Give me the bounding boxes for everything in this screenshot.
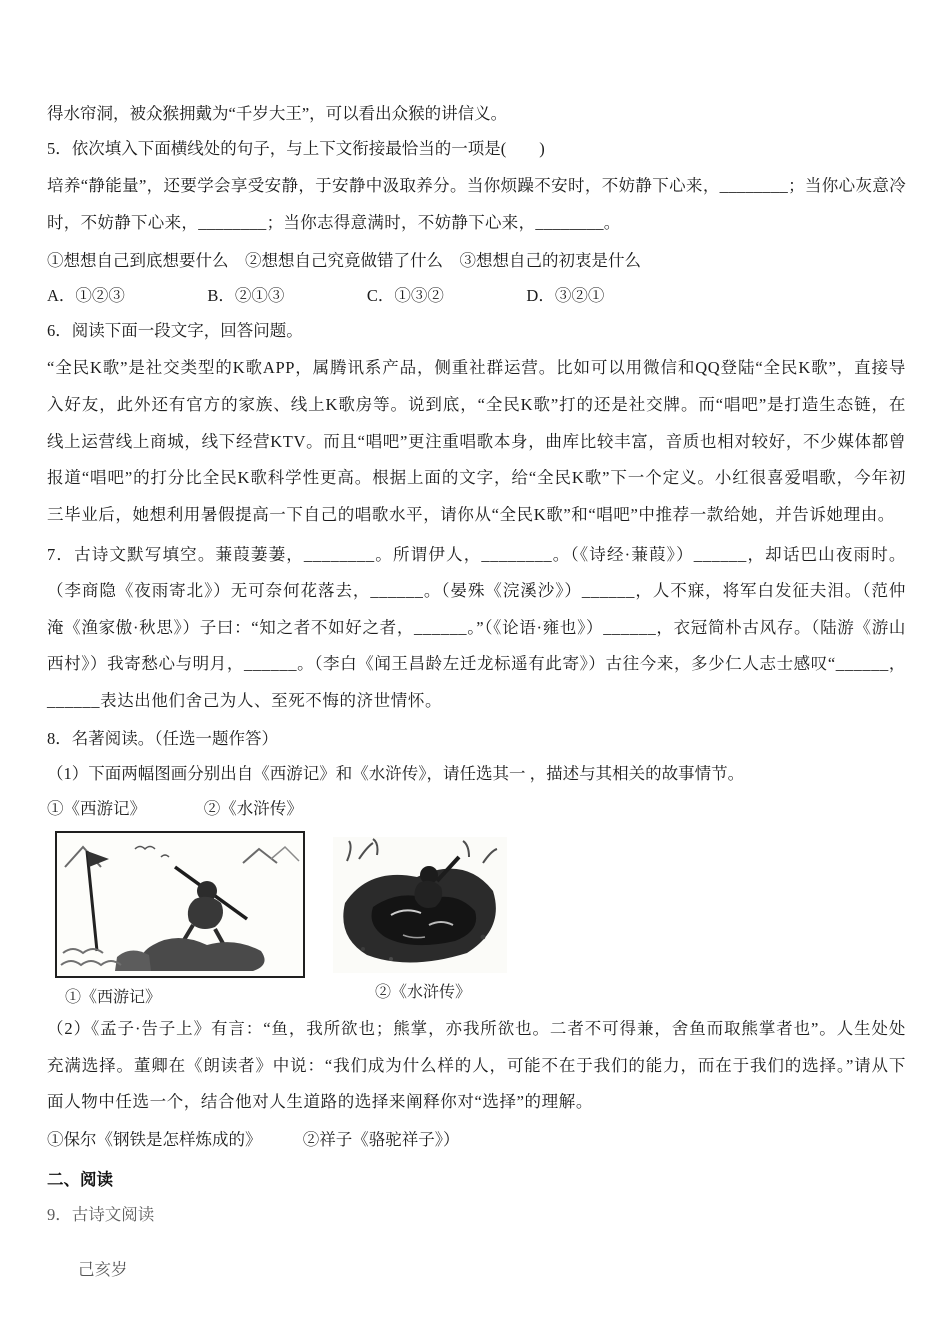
question-8-part1-choices: ①《西游记》 ②《水浒传》 [47,799,303,819]
caption-journey-to-the-west: ①《西游记》 [65,989,162,1007]
question-5-options: A．①②③ B．②①③ C．①③② D．③②① [47,286,605,306]
question-5-stem: 5．依次填入下面横线处的句子，与上下文衔接最恰当的一项是( ) [47,139,545,159]
journey-to-the-west-illustration [55,831,305,978]
journey-west-drawing [57,833,303,976]
question-8-part2-choices: ①保尔《钢铁是怎样炼成的》 ②祥子《骆驼祥子》） [47,1130,460,1150]
water-margin-illustration [333,837,507,973]
question-8-stem: 8．名著阅读。（任选一题作答） [47,728,278,748]
section-2-heading: 二、阅读 [47,1170,113,1190]
question-8-part2: （2）《孟子·告子上》有言：“鱼，我所欲也；熊掌，亦我所欲也。二者不可得兼，舍鱼而取熊掌者也”。人生处处充满选择。董卿在《朗读者》中说：“我们成为什么样的人，可能不在于我们的能力，而在于我们的选择。”请从下面人物中任选一个，结合他对人生道路的选择来阐释你对“选择”的理解。 [47,1019,906,1112]
figure-journey-to-the-west [55,831,305,1007]
question-5-sentences: ①想想自己到底想要什么 ②想想自己究竟做错了什么 ③想想自己的初衷是什么 [47,250,641,270]
question-7-dictation: 7．古诗文默写填空。蒹葭萋萋，________。所谓伊人，________。（《诗经·蒹葭》）______，却话巴山夜雨时。（李商隐《夜雨寄北》）无可奈何花落去，______。（晏殊《浣溪沙》）______，人不寐，将军白发征夫泪。（范仲淹《渔家傲·秋思》）子曰：“知之者不如好之者，______。”（《论语·雍也》）______，衣冠简朴古风存。（陆游《游山西村》）我寄愁心与明月，______。（李白《闻王昌龄左迁龙标遥有此寄》）古往今来，多少仁人志士感叹“______，______表达出他们舍己为人、至死不悔的济世情怀。 [47,544,906,711]
question-5-passage: 培养“静能量”，还要学会享受安静，于安静中汲取养分。当你烦躁不安时，不妨静下心来，________；当你心灰意冷时，不妨静下心来，________；当你志得意满时，不妨静下心来，________。 [47,176,906,232]
water-margin-drawing [333,837,507,973]
caption-water-margin: ②《水浒传》 [374,984,471,1002]
paragraph-honor-line: 得水帘洞，被众猴拥戴为“千岁大王”，可以看出众猴的讲信义。 [47,104,508,123]
figure-water-margin [333,831,507,1002]
question-6-passage: “全民K歌”是社交类型的K歌APP，属腾讯系产品，侧重社群运营。比如可以用微信和QQ登陆“全民K歌”，直接导入好友，此外还有官方的家族、线上K歌房等。说到底，“全民K歌”打的还是社交牌。而“唱吧”是打造生态链，在线上运营线上商城，线下经营KTV。而且“唱吧”更注重唱歌本身，曲库比较丰富，音质也相对较好，不少媒体都曾报道“唱吧”的打分比全民K歌科学性更高。根据上面的文字，给“全民K歌”下一个定义。小红很喜爱唱歌，今年初三毕业后，她想利用暑假提高一下自己的唱歌水平，请你从“全民K歌”和“唱吧”中推荐一款给她，并告诉她理由。 [47,358,906,524]
question-9-stem: 9．古诗文阅读 [47,1205,155,1225]
question-8-part1: （1）下面两幅图画分别出自《西游记》和《水浒传》，请任选其一 ，描述与其相关的故事情节。 [47,763,745,783]
poem-title: 己亥岁 [78,1259,128,1279]
question-6-stem: 6．阅读下面一段文字，回答问题。 [47,321,303,341]
novel-illustrations-row [55,831,906,1007]
